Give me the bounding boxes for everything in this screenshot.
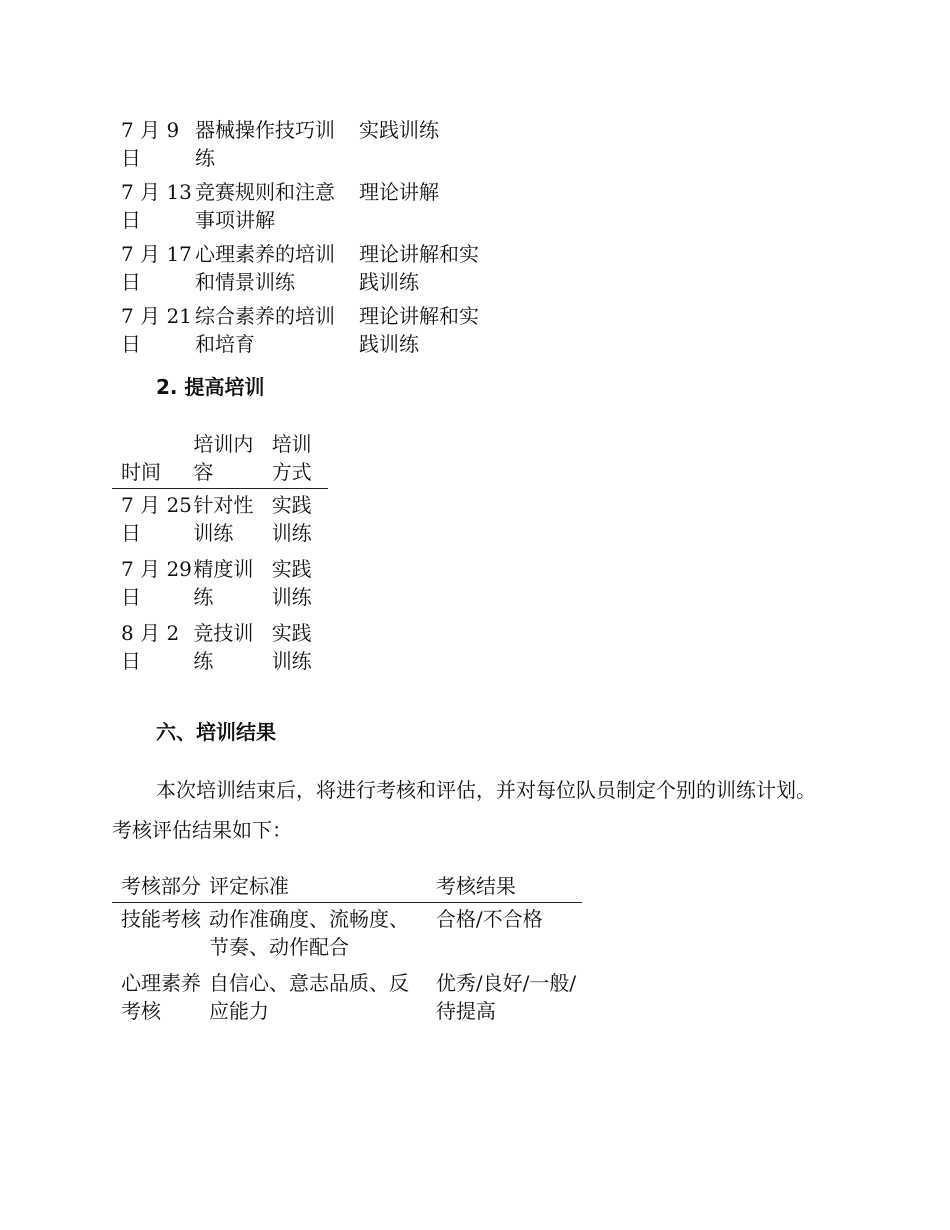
content-cell: 精度训练 <box>193 557 254 609</box>
table-row <box>112 489 328 554</box>
time-cell: 7 月 25 日 <box>121 493 192 545</box>
method-cell: 实践训练 <box>271 557 312 609</box>
header-content: 培训内容 <box>193 430 263 489</box>
time-cell: 7 月 29 日 <box>121 557 192 609</box>
content-cell: 针对性训练 <box>193 493 254 545</box>
content-cell: 竞技训练 <box>193 621 254 673</box>
section-heading-training-result: 六、培训结果 <box>156 720 276 744</box>
header-time: 时间 <box>112 430 193 489</box>
assessment-table <box>112 872 582 1031</box>
table-header-row <box>112 430 328 489</box>
method-cell: 理论讲解和实践训练 <box>359 242 479 294</box>
outcome-cell: 优秀/良好/一般/待提高 <box>435 971 577 1023</box>
time-cell: 7 月 17 日 <box>121 242 192 294</box>
time-cell: 7 月 21 日 <box>121 304 192 356</box>
method-cell: 理论讲解和实践训练 <box>359 304 479 356</box>
time-cell: 7 月 9 日 <box>121 118 180 170</box>
table-row <box>112 553 328 617</box>
table-row <box>112 617 328 681</box>
header-method: 培训方式 <box>264 430 328 489</box>
method-cell: 实践训练 <box>359 118 439 142</box>
content-cell: 竞赛规则和注意事项讲解 <box>195 180 335 232</box>
outcome-cell: 合格/不合格 <box>435 907 543 931</box>
improve-training-table <box>112 430 328 681</box>
part-cell: 技能考核 <box>121 907 201 931</box>
time-cell: 7 月 13 日 <box>121 180 192 232</box>
basic-training-schedule-table <box>112 116 479 364</box>
table-row <box>112 116 479 178</box>
method-cell: 实践训练 <box>271 621 312 673</box>
part-cell: 心理素养考核 <box>121 971 201 1023</box>
standard-cell: 动作准确度、流畅度、节奏、动作配合 <box>209 907 410 959</box>
header-standard: 评定标准 <box>201 872 422 903</box>
table-row <box>112 302 479 364</box>
method-cell: 实践训练 <box>271 493 312 545</box>
content-cell: 综合素养的培训和培育 <box>195 304 335 356</box>
content-cell: 心理素养的培训和情景训练 <box>195 242 335 294</box>
section-heading-improve-training: 2. 提高培训 <box>156 375 265 399</box>
table-header-row <box>112 872 582 903</box>
table-row <box>112 903 582 968</box>
table-row <box>112 967 582 1031</box>
table-row <box>112 178 479 240</box>
method-cell: 理论讲解 <box>359 180 439 204</box>
content-cell: 器械操作技巧训练 <box>195 118 335 170</box>
standard-cell: 自信心、意志品质、反应能力 <box>209 971 410 1023</box>
header-outcome: 考核结果 <box>422 872 582 903</box>
table-row <box>112 240 479 302</box>
result-paragraph: 本次培训结束后，将进行考核和评估，并对每位队员制定个别的训练计划。考核评估结果如下： <box>112 778 816 842</box>
header-part: 考核部分 <box>112 872 201 903</box>
time-cell: 8 月 2 日 <box>121 621 180 673</box>
